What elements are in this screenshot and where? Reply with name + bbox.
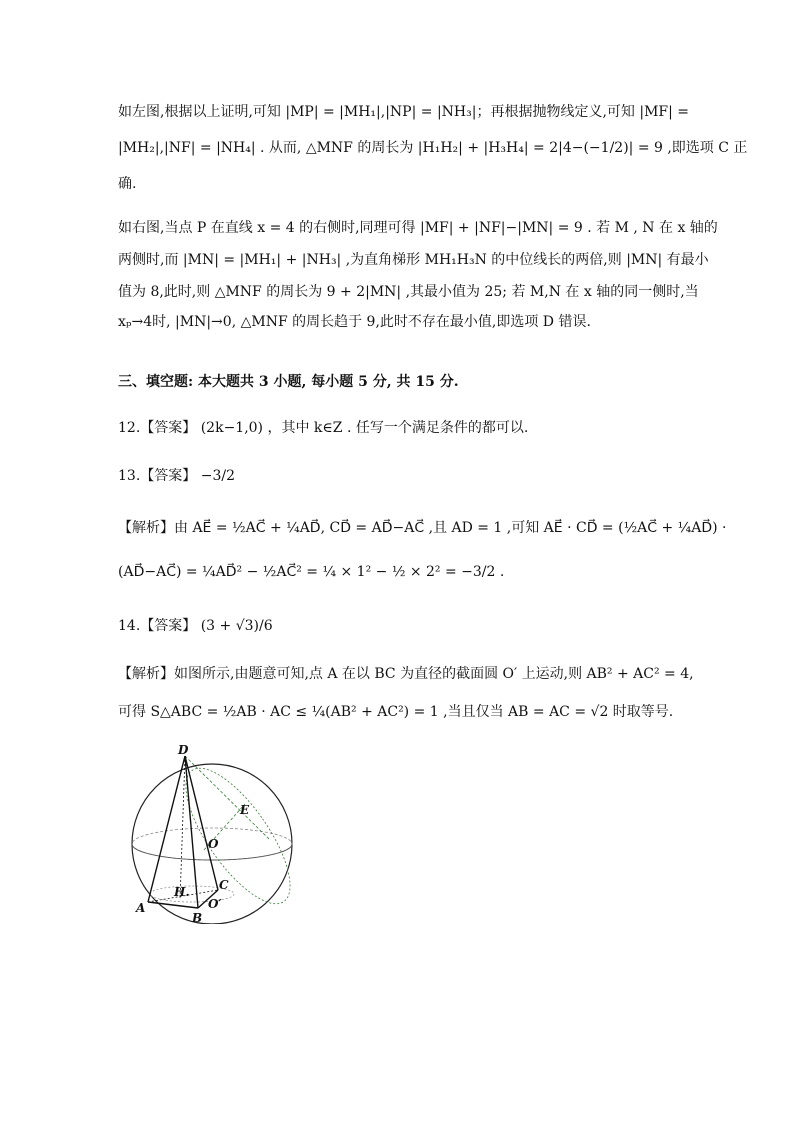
q12-answer: 12.【答案】 (2k−1,0) ，其中 k∈Z . 任写一个满足条件的都可以. [118, 420, 529, 436]
paragraph-2-line-1: 如右图,当点 P 在直线 x = 4 的右侧时,同理可得 |MF| + |NF|−|MN| = 9 . 若 M , N 在 x 轴的 [118, 220, 718, 236]
label-c: C [219, 878, 229, 892]
label-e: E [240, 803, 250, 817]
sphere-tetrahedron-figure [120, 744, 305, 924]
section-title: 三、填空题: 本大题共 3 小题, 每小题 5 分, 共 15 分. [118, 374, 459, 390]
edge-dc [185, 756, 218, 890]
label-b: B [192, 911, 203, 924]
paragraph-2-line-4: xₚ→4时, |MN|→0, △MNF 的周长趋于 9,此时不存在最小值,即选项 D 错误. [118, 314, 591, 330]
paragraph-1-line-2: |MH₂|,|NF| = |NH₄| . 从而, △MNF 的周长为 |H₁H₂| + |H₃H₄| = 2|4−(−1/2)| = 9 ,即选项 C 正 [118, 140, 748, 156]
label-o-prime: O′ [208, 897, 222, 911]
paragraph-1-line-1: 如左图,根据以上证明,可知 |MP| = |MH₁|,|NP| = |NH₃|；再根据抛物线定义,可知 |MF| = [118, 104, 690, 120]
label-h: H. [174, 885, 190, 899]
height-dh [180, 756, 185, 900]
q13-answer: 13.【答案】 −3/2 [118, 468, 235, 484]
edge-ab [148, 902, 198, 908]
label-a: A [136, 901, 146, 915]
q14-analysis-line-2: 可得 S△ABC = ½AB · AC ≤ ¼(AB² + AC²) = 1 ,当且仅当 AB = AC = √2 时取等号. [118, 704, 674, 720]
q14-answer: 14.【答案】 (3 + √3)/6 [118, 618, 273, 634]
line-d-e [185, 756, 270, 840]
label-d: D [178, 744, 189, 757]
q14-analysis-line-1: 【解析】如图所示,由题意可知,点 A 在以 BC 为直径的截面圆 O′ 上运动,则 AB² + AC² = 4, [118, 666, 694, 682]
paragraph-2-line-3: 值为 8,此时,则 △MNF 的周长为 9 + 2|MN| ,其最小值为 25; 若 M,N 在 x 轴的同一侧时,当 [118, 284, 699, 300]
q13-analysis-line-1: 【解析】由 AE⃗ = ½AC⃗ + ¼AD⃗, CD⃗ = AD⃗−AC⃗ ,且 AD = 1 ,可知 AE⃗ · CD⃗ = (½AC⃗ + ¼AD⃗) · [118, 520, 727, 536]
label-o: O [208, 837, 219, 851]
q13-analysis-line-2: (AD⃗−AC⃗) = ¼AD⃗² − ½AC⃗² = ¼ × 1² − ½ × 2² = −3/2 . [118, 564, 505, 580]
paragraph-2-line-2: 两侧时,而 |MN| = |MH₁| + |NH₃| ,为直角梯形 MH₁H₃N 的中位线长的两倍,则 |MN| 有最小 [118, 252, 709, 268]
paragraph-1-line-3: 确. [118, 176, 137, 192]
